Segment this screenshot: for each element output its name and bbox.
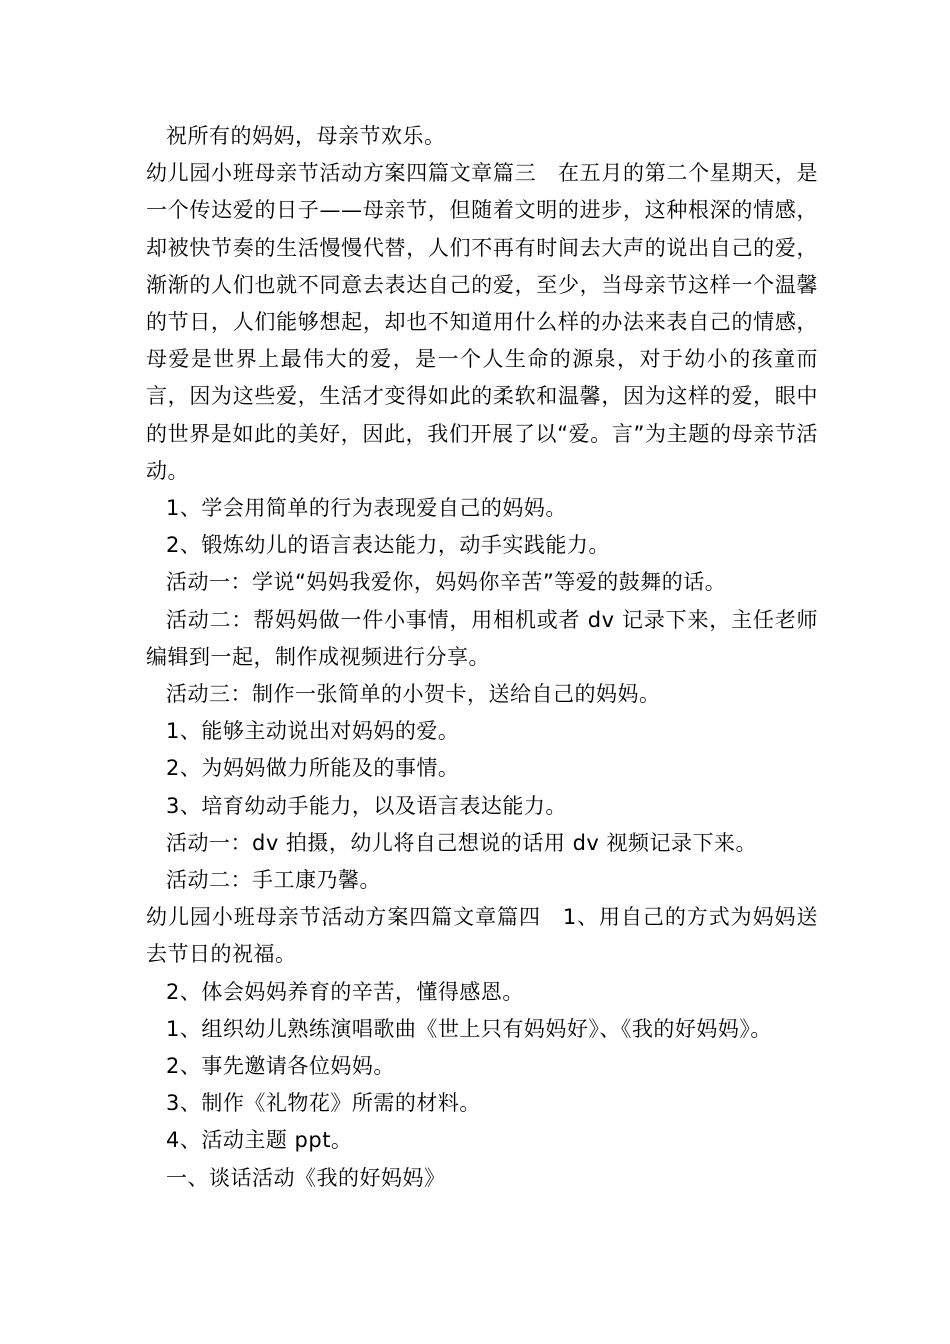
paragraph: 2、体会妈妈养育的辛苦，懂得感恩。 [166,979,524,1004]
paragraph: 2、为妈妈做力所能及的事情。 [166,756,460,781]
section-paragraph: 幼儿园小班母亲节活动方案四篇文章篇三 在五月的第二个星期天，是一个传达爱的日子——母亲节，但随着文明的进步，这种根深的情感，却被快节奏的生活慢慢代替，人们不再有时间去大声的说出自己的爱，渐渐的人们也就不同意去表达自己的爱，至少，当母亲节这样一个温馨的节日，人们能够想起，却也不知道用什么样的办法来表自己的情感，母爱是世界上最伟大的爱，是一个人生命的源泉，对于幼小的孩童而言，因为这些爱，生活才变得如此的柔软和温馨，因为这样的爱，眼中的世界是如此的美好，因此，我们开展了以“爱。言”为主题的母亲节活动。 [146,161,818,483]
paragraph: 活动二：帮妈妈做一件小事情，用相机或者 dv 记录下来，主任老师编辑到一起，制作成视频进行分享。 [146,607,818,669]
paragraph: 1、组织幼儿熟练演唱歌曲《世上只有妈妈好》、《我的好妈妈》。 [166,1016,772,1041]
paragraph: 4、活动主题 ppt。 [166,1128,353,1153]
paragraph: 活动二：手工康乃馨。 [166,868,381,893]
document-body [146,118,818,1197]
section-paragraph: 幼儿园小班母亲节活动方案四篇文章篇四 1、用自己的方式为妈妈送去节日的祝福。 [146,905,818,967]
paragraph: 3、制作《礼物花》所需的材料。 [166,1091,481,1116]
paragraph: 1、学会用简单的行为表现爱自己的妈妈。 [166,496,567,521]
paragraph: 2、事先邀请各位妈妈。 [166,1054,395,1079]
paragraph: 活动一：dv 拍摄，幼儿将自己想说的话用 dv 视频记录下来。 [166,830,758,855]
paragraph: 1、能够主动说出对妈妈的爱。 [166,719,460,744]
paragraph: 活动三：制作一张简单的小贺卡，送给自己的妈妈。 [166,682,661,707]
paragraph: 祝所有的妈妈，母亲节欢乐。 [166,124,446,148]
paragraph: 3、培育幼动手能力，以及语言表达能力。 [166,793,567,818]
paragraph: 一、谈话活动《我的好妈妈》 [166,1165,446,1190]
paragraph: 2、锻炼幼儿的语言表达能力，动手实践能力。 [166,533,610,558]
paragraph: 活动一：学说“妈妈我爱你，妈妈你辛苦”等爱的鼓舞的话。 [166,570,727,595]
